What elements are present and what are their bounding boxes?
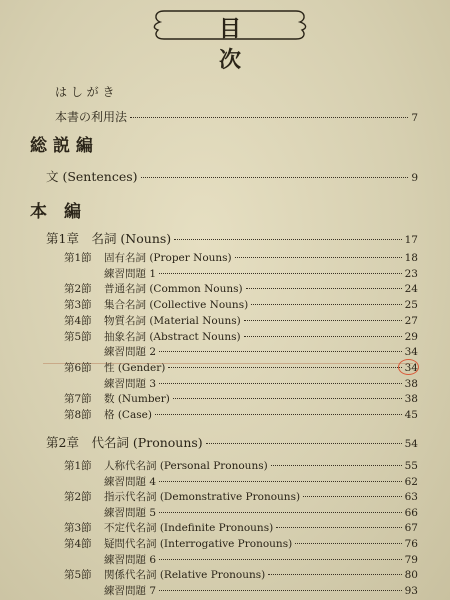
section-entry[interactable] <box>64 536 418 551</box>
section-entry[interactable] <box>64 489 418 504</box>
leader-dots <box>173 398 402 399</box>
page-title: 目 次 <box>218 16 320 73</box>
chapter-label: 第2章 代名詞 (Pronouns) <box>46 435 203 450</box>
section-page: 93 <box>404 584 418 597</box>
section-title: 格 (Case) <box>104 409 152 421</box>
entry-page: 9 <box>411 172 418 184</box>
section-page: 45 <box>404 409 418 421</box>
section-entry[interactable] <box>64 391 418 406</box>
section-entry[interactable] <box>64 360 418 375</box>
section-number: 第5節 <box>64 569 92 582</box>
leader-dots <box>276 527 401 528</box>
section-heading: 本 編 <box>30 202 81 222</box>
toc-entry-usage[interactable] <box>55 108 418 125</box>
exercise-entry[interactable] <box>64 376 418 391</box>
section-heading: 総 説 編 <box>30 136 93 156</box>
entry-page: 7 <box>411 112 418 124</box>
section-page: 66 <box>404 506 418 519</box>
section-page: 38 <box>404 377 418 390</box>
leader-dots <box>159 273 402 274</box>
section-entry[interactable] <box>64 297 418 312</box>
exercise-entry[interactable] <box>64 552 418 567</box>
exercise-entry[interactable] <box>64 344 418 359</box>
section-title: 練習問題 1 <box>104 267 157 280</box>
section-number: 第2節 <box>64 283 92 296</box>
exercise-entry[interactable] <box>64 583 418 598</box>
leader-dots <box>159 590 402 591</box>
section-number: 第2節 <box>64 491 92 504</box>
section-entry[interactable] <box>64 281 418 296</box>
section-title: 練習問題 5 <box>104 506 157 519</box>
section-entry[interactable] <box>64 250 418 265</box>
section-title: 指示代名詞 (Demonstrative Pronouns) <box>104 491 301 504</box>
exercise-entry[interactable] <box>64 505 418 520</box>
section-title: 疑問代名詞 (Interrogative Pronouns) <box>104 538 293 550</box>
handwritten-circle <box>398 359 419 375</box>
section-title: 不定代名詞 (Indefinite Pronouns) <box>104 522 274 535</box>
entry-label: 文 (Sentences) <box>46 169 138 184</box>
section-page: 55 <box>404 460 418 472</box>
chapter-entry[interactable] <box>46 433 418 451</box>
section-entry[interactable] <box>64 567 418 582</box>
section-entry[interactable] <box>64 329 418 344</box>
section-page: 38 <box>404 393 418 406</box>
section-page: 67 <box>404 522 418 535</box>
section-title: 練習問題 7 <box>104 584 157 597</box>
section-title: 数 (Number) <box>104 393 170 406</box>
section-number: 第1節 <box>64 252 92 264</box>
leader-dots <box>244 320 402 321</box>
leader-dots <box>235 257 402 258</box>
section-page: 34 <box>404 346 418 359</box>
leader-dots <box>159 383 402 384</box>
section-number: 第6節 <box>64 361 92 374</box>
chapter-page: 54 <box>404 438 418 450</box>
leader-dots <box>168 367 401 368</box>
section-number: 第7節 <box>64 393 92 406</box>
chapter-page: 17 <box>404 234 418 246</box>
section-number: 第3節 <box>64 522 92 535</box>
toc-entry-preface[interactable] <box>55 83 114 100</box>
leader-dots <box>295 543 401 544</box>
section-page: 34 <box>404 361 418 374</box>
title-frame <box>150 6 320 73</box>
entry-label: 本書の利用法 <box>55 110 128 124</box>
section-page: 63 <box>404 491 418 504</box>
section-page: 29 <box>404 330 418 343</box>
leader-dots <box>251 304 401 305</box>
section-page: 79 <box>404 553 418 566</box>
entry-label: は し が き <box>55 85 115 99</box>
leader-dots <box>141 177 409 178</box>
section-entry[interactable] <box>64 520 418 535</box>
section-title: 練習問題 3 <box>104 377 157 390</box>
section-title: 抽象名詞 (Abstract Nouns) <box>104 330 241 343</box>
section-title: 固有名詞 (Proper Nouns) <box>104 252 232 264</box>
leader-dots <box>159 559 402 560</box>
section-entry[interactable] <box>64 458 418 473</box>
section-number: 第4節 <box>64 538 92 550</box>
section-title: 普通名詞 (Common Nouns) <box>104 283 243 296</box>
section-page: 76 <box>404 538 418 550</box>
section-title: 性 (Gender) <box>104 361 166 374</box>
section-title: 物質名詞 (Material Nouns) <box>104 314 241 327</box>
leader-dots <box>303 496 402 497</box>
section-title: 練習問題 4 <box>104 475 157 488</box>
section-number: 第1節 <box>64 460 92 472</box>
leader-dots <box>206 443 402 444</box>
section-page: 27 <box>404 314 418 327</box>
section-title: 練習問題 2 <box>104 346 157 359</box>
leader-dots <box>159 512 402 513</box>
section-number: 第5節 <box>64 330 92 343</box>
leader-dots <box>246 288 402 289</box>
exercise-entry[interactable] <box>64 266 418 281</box>
leader-dots <box>159 351 402 352</box>
leader-dots <box>130 117 408 118</box>
chapter-entry[interactable] <box>46 229 418 247</box>
section-entry[interactable] <box>64 313 418 328</box>
leader-dots <box>174 239 401 240</box>
leader-dots <box>268 574 401 575</box>
section-title: 練習問題 6 <box>104 553 157 566</box>
section-title: 人称代名詞 (Personal Pronouns) <box>104 460 268 472</box>
section-number: 第8節 <box>64 409 92 421</box>
section-number: 第4節 <box>64 314 92 327</box>
section-page: 25 <box>404 299 418 312</box>
leader-dots <box>271 465 402 466</box>
leader-dots <box>155 414 402 415</box>
section-number: 第3節 <box>64 299 92 312</box>
exercise-entry[interactable] <box>64 474 418 489</box>
chapter-label: 第1章 名詞 (Nouns) <box>46 231 172 246</box>
section-page: 24 <box>404 283 418 296</box>
leader-dots <box>244 336 402 337</box>
leader-dots <box>159 481 402 482</box>
section-page: 62 <box>404 475 418 488</box>
section-entry[interactable] <box>64 407 418 422</box>
section-page: 18 <box>404 252 418 264</box>
section-title: 関係代名詞 (Relative Pronouns) <box>104 569 266 582</box>
toc-entry-sentences[interactable] <box>46 167 418 185</box>
section-title: 集合名詞 (Collective Nouns) <box>104 299 249 312</box>
section-page: 23 <box>404 267 418 280</box>
section-page: 80 <box>404 569 418 582</box>
